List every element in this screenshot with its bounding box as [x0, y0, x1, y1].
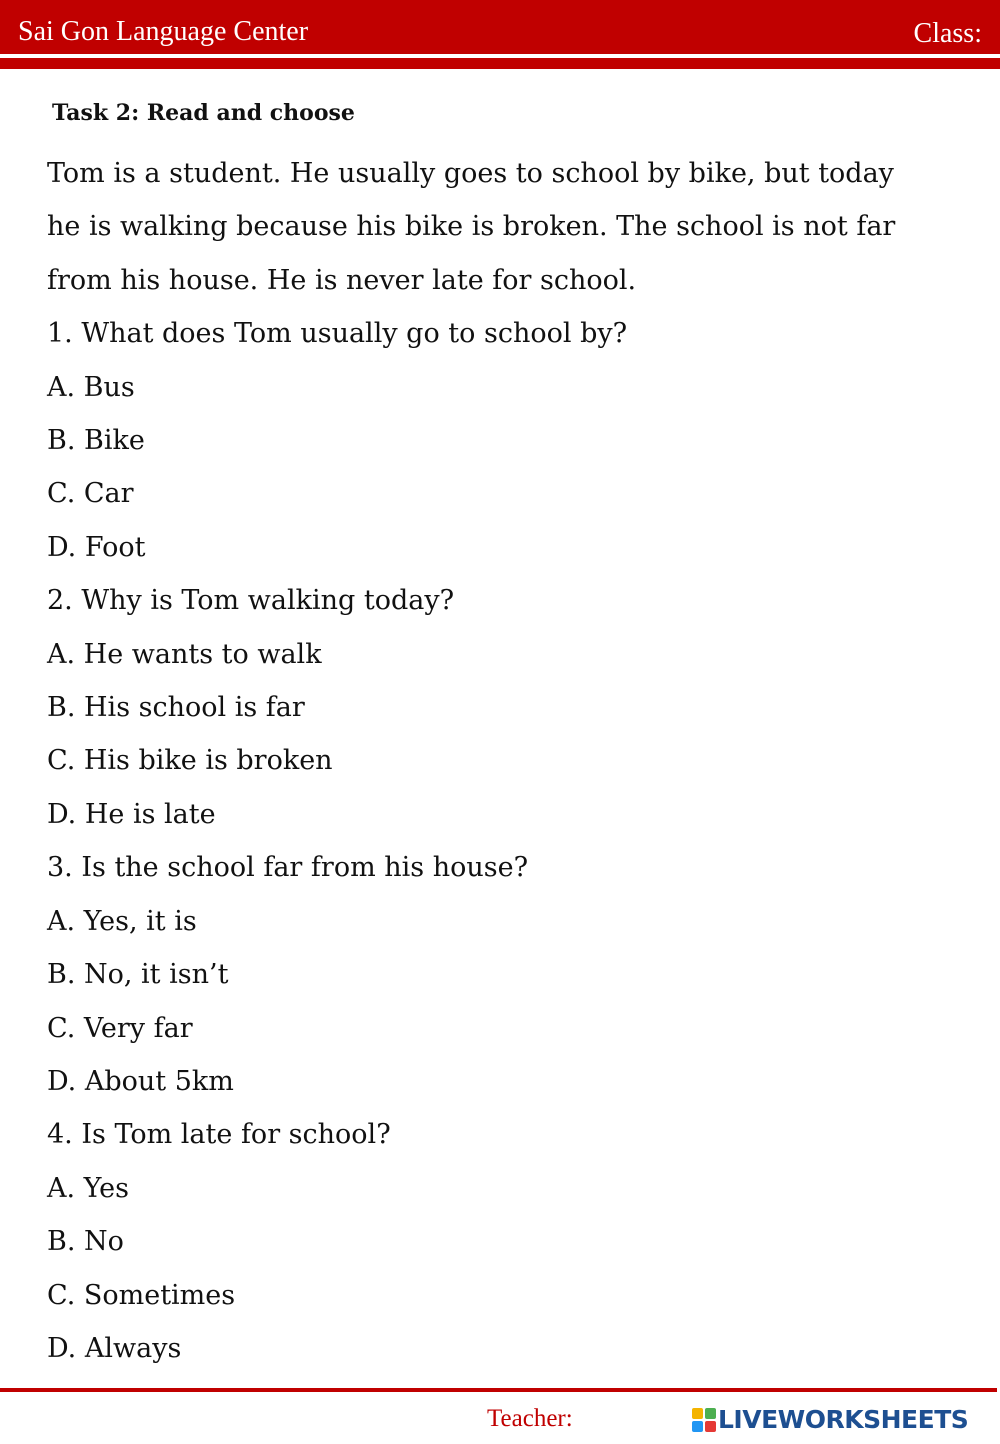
question-1 [47, 307, 977, 574]
liveworksheets-logo [692, 1404, 968, 1436]
question-3 [47, 841, 977, 1108]
passage-line: from his house. He is never late for school. [47, 264, 637, 296]
question-text: 2. Why is Tom walking today? [47, 585, 455, 617]
footer-divider [0, 1388, 997, 1392]
answer-option-d[interactable]: D. Always [47, 1332, 182, 1364]
header-bar [0, 0, 1000, 54]
answer-option-c[interactable]: C. Sometimes [47, 1279, 236, 1311]
logo-text: LIVEWORKSHEETS [718, 1405, 969, 1434]
answer-option-d[interactable]: D. He is late [47, 798, 216, 830]
class-label: Class: [913, 18, 982, 49]
answer-option-a[interactable]: A. He wants to walk [47, 638, 322, 670]
answer-option-d[interactable]: D. Foot [47, 531, 146, 563]
answer-option-c[interactable]: C. His bike is broken [47, 745, 333, 777]
answer-option-b[interactable]: B. No [47, 1226, 124, 1258]
answer-option-c[interactable]: C. Very far [47, 1012, 193, 1044]
question-text: 1. What does Tom usually go to school by? [47, 318, 628, 350]
passage-line: he is walking because his bike is broken. The school is not far [47, 211, 896, 243]
question-2 [47, 574, 977, 841]
answer-option-a[interactable]: A. Yes [47, 1172, 129, 1204]
passage-line: Tom is a student. He usually goes to school by bike, but today [47, 158, 894, 189]
answer-option-a[interactable]: A. Bus [47, 371, 135, 403]
task-title: Task 2: Read and choose [52, 100, 355, 126]
reading-passage [47, 147, 977, 307]
question-text: 4. Is Tom late for school? [47, 1119, 391, 1151]
answer-option-a[interactable]: A. Yes, it is [47, 905, 197, 937]
answer-option-d[interactable]: D. About 5km [47, 1065, 234, 1097]
header-divider [0, 58, 1000, 69]
question-4 [47, 1108, 977, 1375]
answer-option-c[interactable]: C. Car [47, 478, 134, 510]
teacher-label: Teacher: [487, 1405, 573, 1432]
center-name: Sai Gon Language Center [18, 16, 309, 47]
liveworksheets-logo-icon [692, 1408, 716, 1432]
question-text: 3. Is the school far from his house? [47, 852, 529, 884]
answer-option-b[interactable]: B. No, it isn’t [47, 959, 229, 991]
answer-option-b[interactable]: B. His school is far [47, 692, 305, 724]
worksheet-content [47, 147, 977, 1375]
answer-option-b[interactable]: B. Bike [47, 425, 145, 457]
